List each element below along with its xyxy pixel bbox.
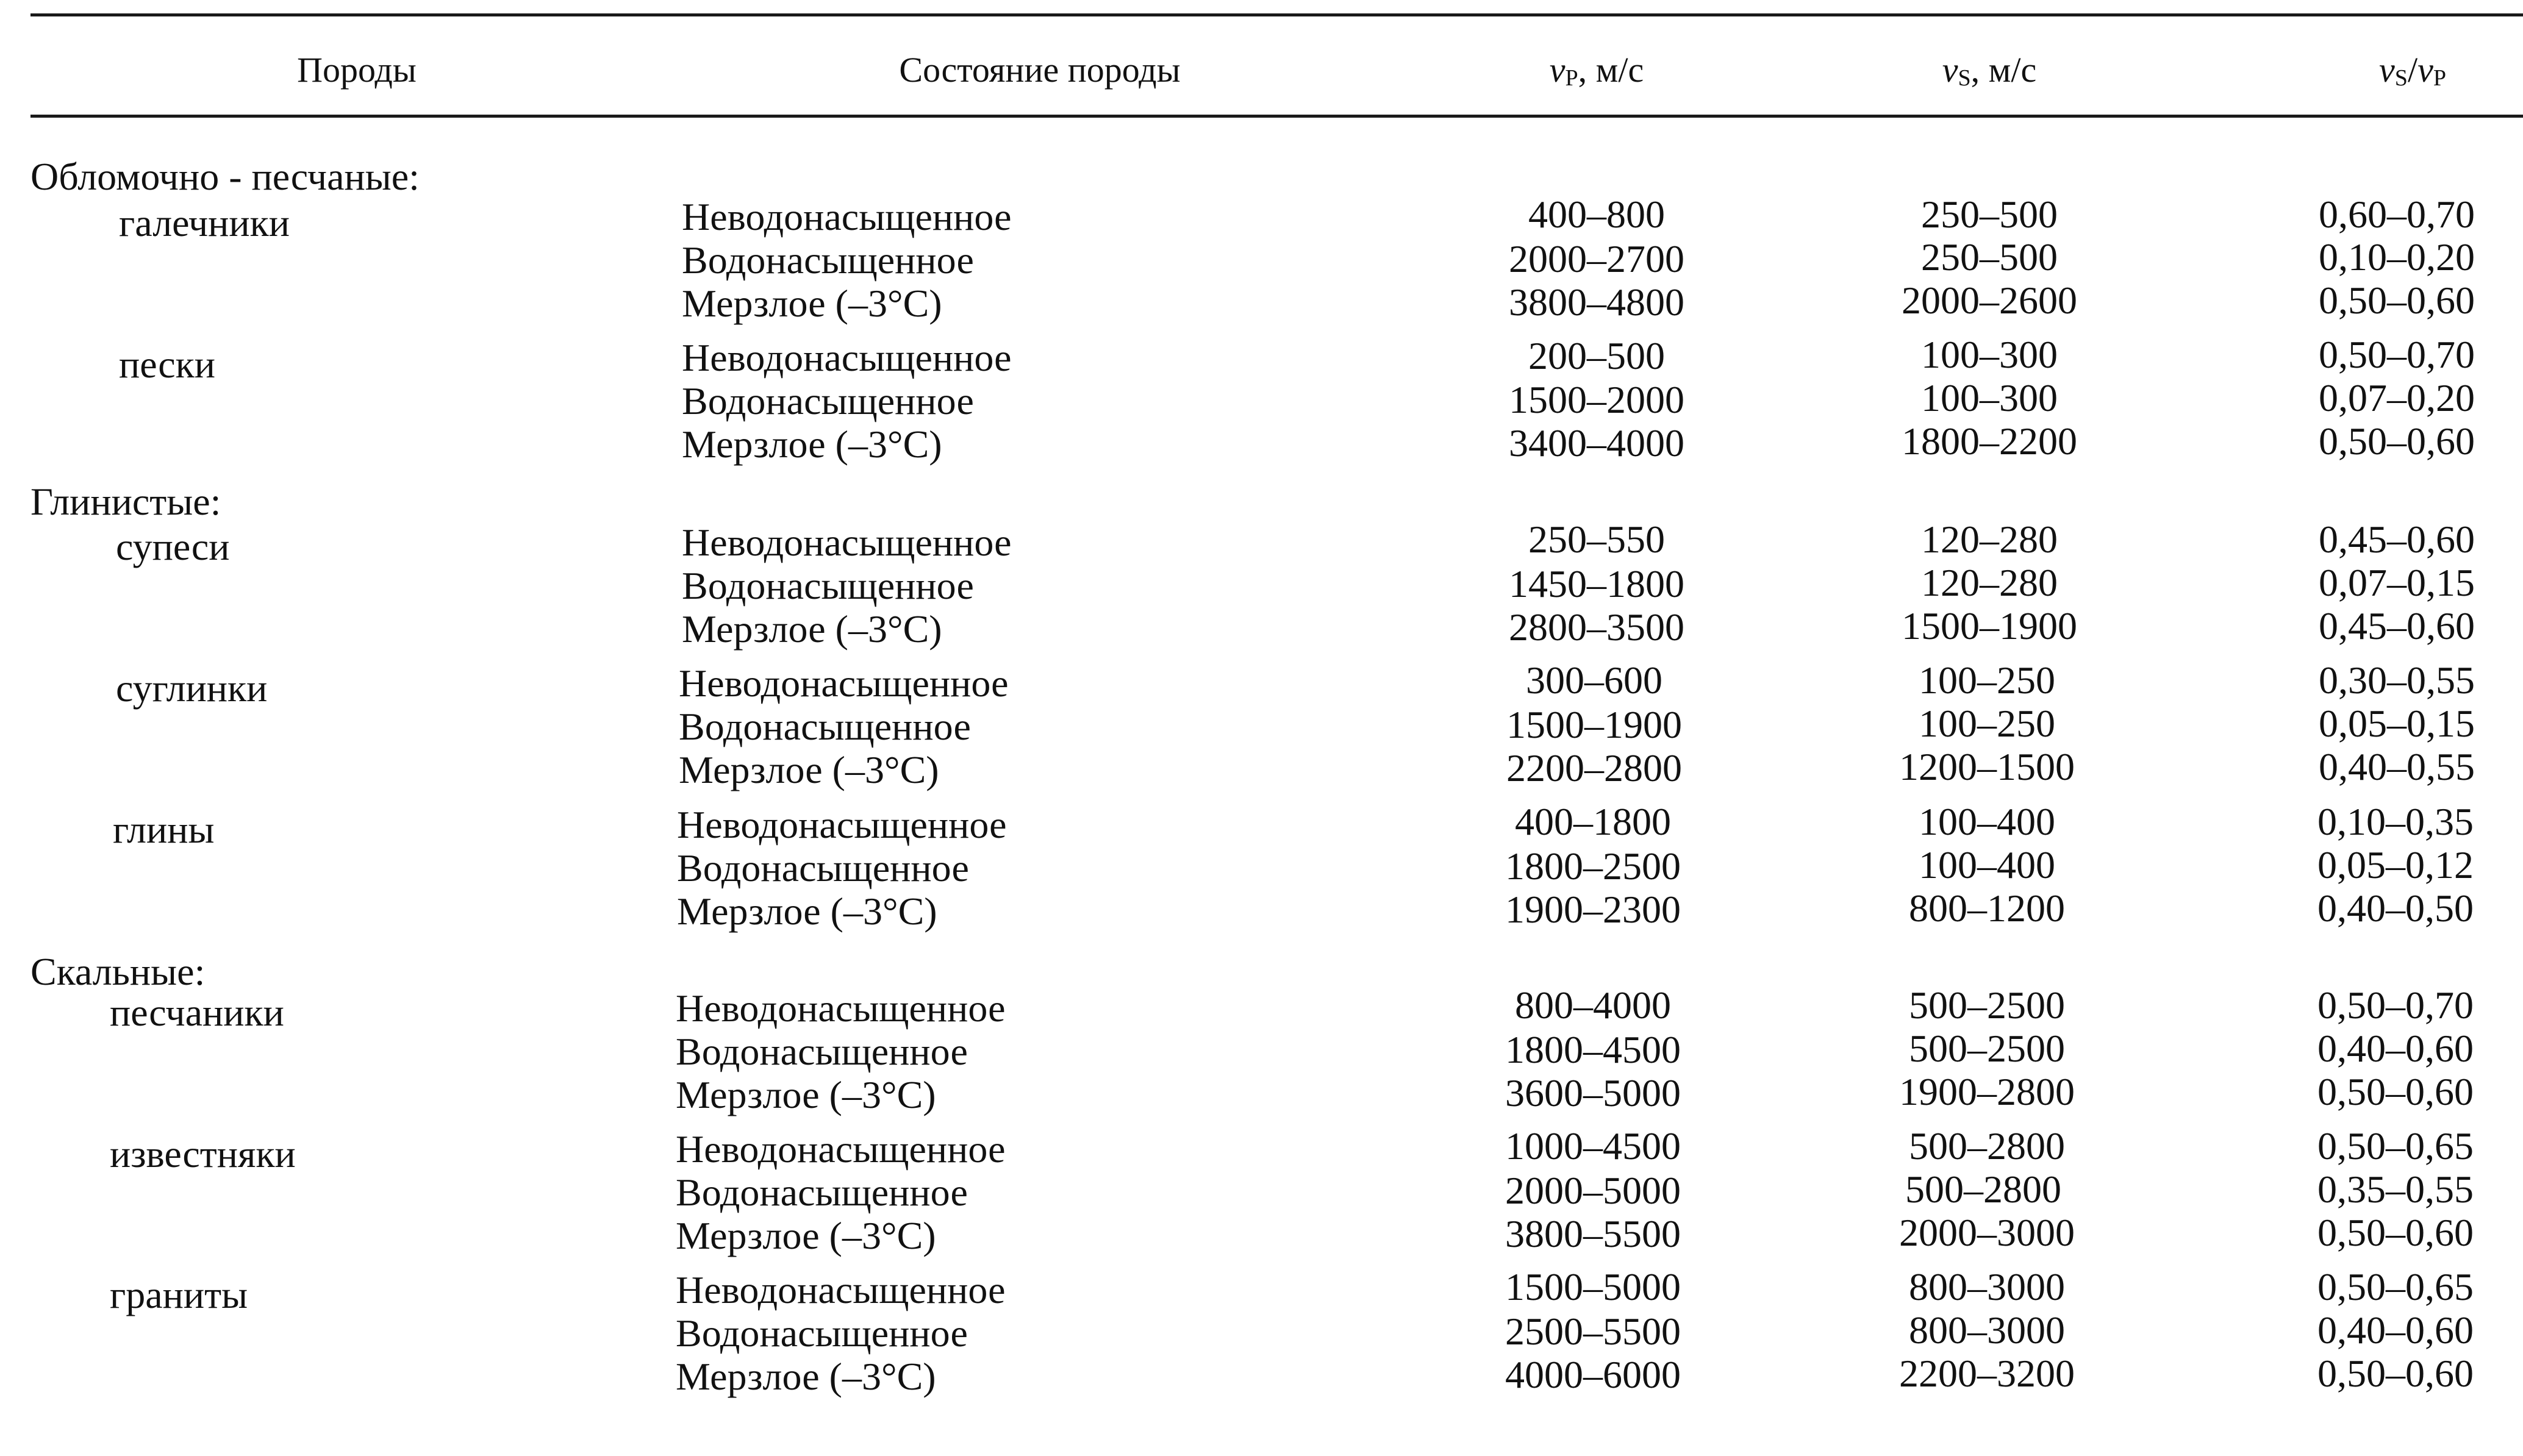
state-cell: Мерзлое (–3°С) [676,1073,936,1116]
state-cell: Водонасыщенное [677,846,969,890]
vs-cell: 1800–2200 [1902,419,2077,463]
group-label: Глинистые: [30,480,221,523]
vs-cell: 2000–3000 [1899,1211,2075,1254]
state-cell: Мерзлое (–3°С) [679,748,939,791]
vp-cell: 250–550 [1528,518,1665,561]
ratio-cell: 0,60–0,70 [2319,193,2475,236]
vp-cell: 1500–5000 [1505,1265,1681,1308]
header-vs-symbol: v [1942,50,1958,90]
vs-cell: 100–250 [1919,658,2055,702]
state-cell: Неводонасыщенное [679,662,1009,705]
state-cell: Неводонасыщенное [682,195,1012,238]
ratio-cell: 0,07–0,15 [2319,561,2475,604]
vp-cell: 400–800 [1528,193,1665,236]
vs-cell: 250–500 [1921,235,2058,279]
ratio-cell: 0,07–0,20 [2319,376,2475,419]
header-rule [30,115,2523,118]
vp-cell: 1800–2500 [1505,844,1681,888]
vs-cell: 100–300 [1921,333,2058,376]
state-cell: Неводонасыщенное [676,987,1006,1030]
state-cell: Неводонасыщенное [682,521,1012,564]
header-vp-symbol: v [1549,50,1566,90]
vp-cell: 2000–2700 [1509,237,1684,280]
vs-cell: 2200–3200 [1899,1352,2075,1395]
state-cell: Водонасыщенное [676,1311,968,1355]
state-cell: Водонасыщенное [682,238,974,282]
ratio-cell: 0,50–0,60 [2317,1211,2474,1254]
header-vs [1942,49,2036,99]
vs-cell: 1500–1900 [1902,604,2077,648]
rock-name: супеси [116,525,230,568]
vp-cell: 2500–5500 [1505,1310,1681,1353]
vs-cell: 800–1200 [1909,887,2065,930]
top-rule [30,13,2523,16]
vp-cell: 1450–1800 [1509,562,1684,605]
header-ratio-den-subscript: P [2433,65,2446,91]
vs-cell: 250–500 [1921,193,2058,236]
header-ratio-den-symbol: v [2417,50,2433,90]
vs-cell: 100–250 [1919,702,2055,745]
ratio-cell: 0,45–0,60 [2319,518,2475,561]
ratio-cell: 0,10–0,20 [2319,235,2475,279]
vp-cell: 400–1800 [1515,800,1671,843]
header-vp-subscript: P [1565,65,1578,91]
rock-name: пески [119,343,215,386]
rock-name: глины [113,808,215,851]
vp-cell: 1500–1900 [1506,703,1682,746]
state-cell: Водонасыщенное [679,705,971,748]
vs-cell: 500–2800 [1905,1168,2061,1211]
vs-cell: 800–3000 [1909,1308,2065,1352]
header-ratio-num-subscript: S [2394,65,2408,91]
vs-cell: 100–400 [1919,800,2055,843]
state-cell: Неводонасыщенное [676,1268,1006,1311]
state-cell: Водонасыщенное [682,379,974,423]
vs-cell: 100–300 [1921,376,2058,419]
ratio-cell: 0,50–0,60 [2317,1070,2474,1113]
vs-cell: 800–3000 [1909,1265,2065,1308]
ratio-cell: 0,40–0,55 [2319,745,2475,788]
state-cell: Водонасыщенное [676,1171,968,1214]
vs-cell: 2000–2600 [1902,279,2077,322]
vs-cell: 120–280 [1921,518,2058,561]
ratio-cell: 0,05–0,12 [2317,843,2474,887]
vs-cell: 500–2500 [1909,983,2065,1027]
header-vs-unit: , м/с [1970,50,2037,90]
vs-cell: 100–400 [1919,843,2055,887]
state-cell: Водонасыщенное [676,1030,968,1073]
header-vs-subscript: S [1958,65,1971,91]
ratio-cell: 0,50–0,60 [2319,279,2475,322]
state-cell: Неводонасыщенное [682,336,1012,379]
vp-cell: 1500–2000 [1509,378,1684,421]
ratio-cell: 0,50–0,65 [2317,1265,2474,1308]
rock-name: суглинки [116,666,268,710]
ratio-cell: 0,40–0,60 [2317,1308,2474,1352]
vp-cell: 3400–4000 [1509,421,1684,465]
group-label: Скальные: [30,950,206,993]
ratio-cell: 0,40–0,50 [2317,887,2474,930]
vp-cell: 1900–2300 [1505,888,1681,931]
state-cell: Мерзлое (–3°С) [676,1214,936,1257]
ratio-cell: 0,05–0,15 [2319,702,2475,745]
ratio-cell: 0,50–0,60 [2317,1352,2474,1395]
rock-name: песчаники [110,991,284,1034]
state-cell: Мерзлое (–3°С) [682,607,942,651]
vp-cell: 4000–6000 [1505,1353,1681,1396]
vp-cell: 1000–4500 [1505,1124,1681,1168]
state-cell: Неводонасыщенное [677,803,1007,846]
header-state: Состояние породы [899,50,1181,90]
ratio-cell: 0,10–0,35 [2317,800,2474,843]
header-rocks: Породы [297,50,417,90]
vs-cell: 500–2500 [1909,1027,2065,1070]
vp-cell: 2200–2800 [1506,746,1682,790]
vp-cell: 3600–5000 [1505,1071,1681,1115]
header-vp-unit: , м/с [1578,50,1644,90]
vs-cell: 120–280 [1921,561,2058,604]
ratio-cell: 0,35–0,55 [2317,1168,2474,1211]
vp-cell: 2800–3500 [1509,605,1684,649]
vp-cell: 200–500 [1528,334,1665,377]
ratio-cell: 0,50–0,60 [2319,419,2475,463]
header-ratio [2379,49,2446,99]
group-label: Обломочно - песчаные: [30,155,420,198]
vs-cell: 1900–2800 [1899,1070,2075,1113]
ratio-cell: 0,50–0,70 [2319,333,2475,376]
state-cell: Водонасыщенное [682,564,974,607]
state-cell: Мерзлое (–3°С) [682,423,942,466]
vp-cell: 800–4000 [1515,983,1671,1027]
header-vp [1550,49,1644,99]
ratio-cell: 0,50–0,65 [2317,1124,2474,1168]
state-cell: Мерзлое (–3°С) [677,890,937,933]
ratio-cell: 0,50–0,70 [2317,983,2474,1027]
ratio-cell: 0,45–0,60 [2319,604,2475,648]
rock-name: галечники [119,201,290,244]
rock-name: известняки [110,1132,296,1176]
vp-cell: 3800–4800 [1509,280,1684,324]
ratio-cell: 0,40–0,60 [2317,1027,2474,1070]
vp-cell: 1800–4500 [1505,1028,1681,1071]
vs-cell: 500–2800 [1909,1124,2065,1168]
state-cell: Неводонасыщенное [676,1127,1006,1171]
state-cell: Мерзлое (–3°С) [676,1355,936,1398]
state-cell: Мерзлое (–3°С) [682,282,942,325]
vp-cell: 3800–5500 [1505,1212,1681,1255]
vs-cell: 1200–1500 [1899,745,2075,788]
vp-cell: 2000–5000 [1505,1169,1681,1212]
header-ratio-num-symbol: v [2379,50,2395,90]
rock-name: граниты [110,1273,248,1316]
header-ratio-slash: / [2407,50,2418,90]
vp-cell: 300–600 [1526,658,1662,702]
ratio-cell: 0,30–0,55 [2319,658,2475,702]
